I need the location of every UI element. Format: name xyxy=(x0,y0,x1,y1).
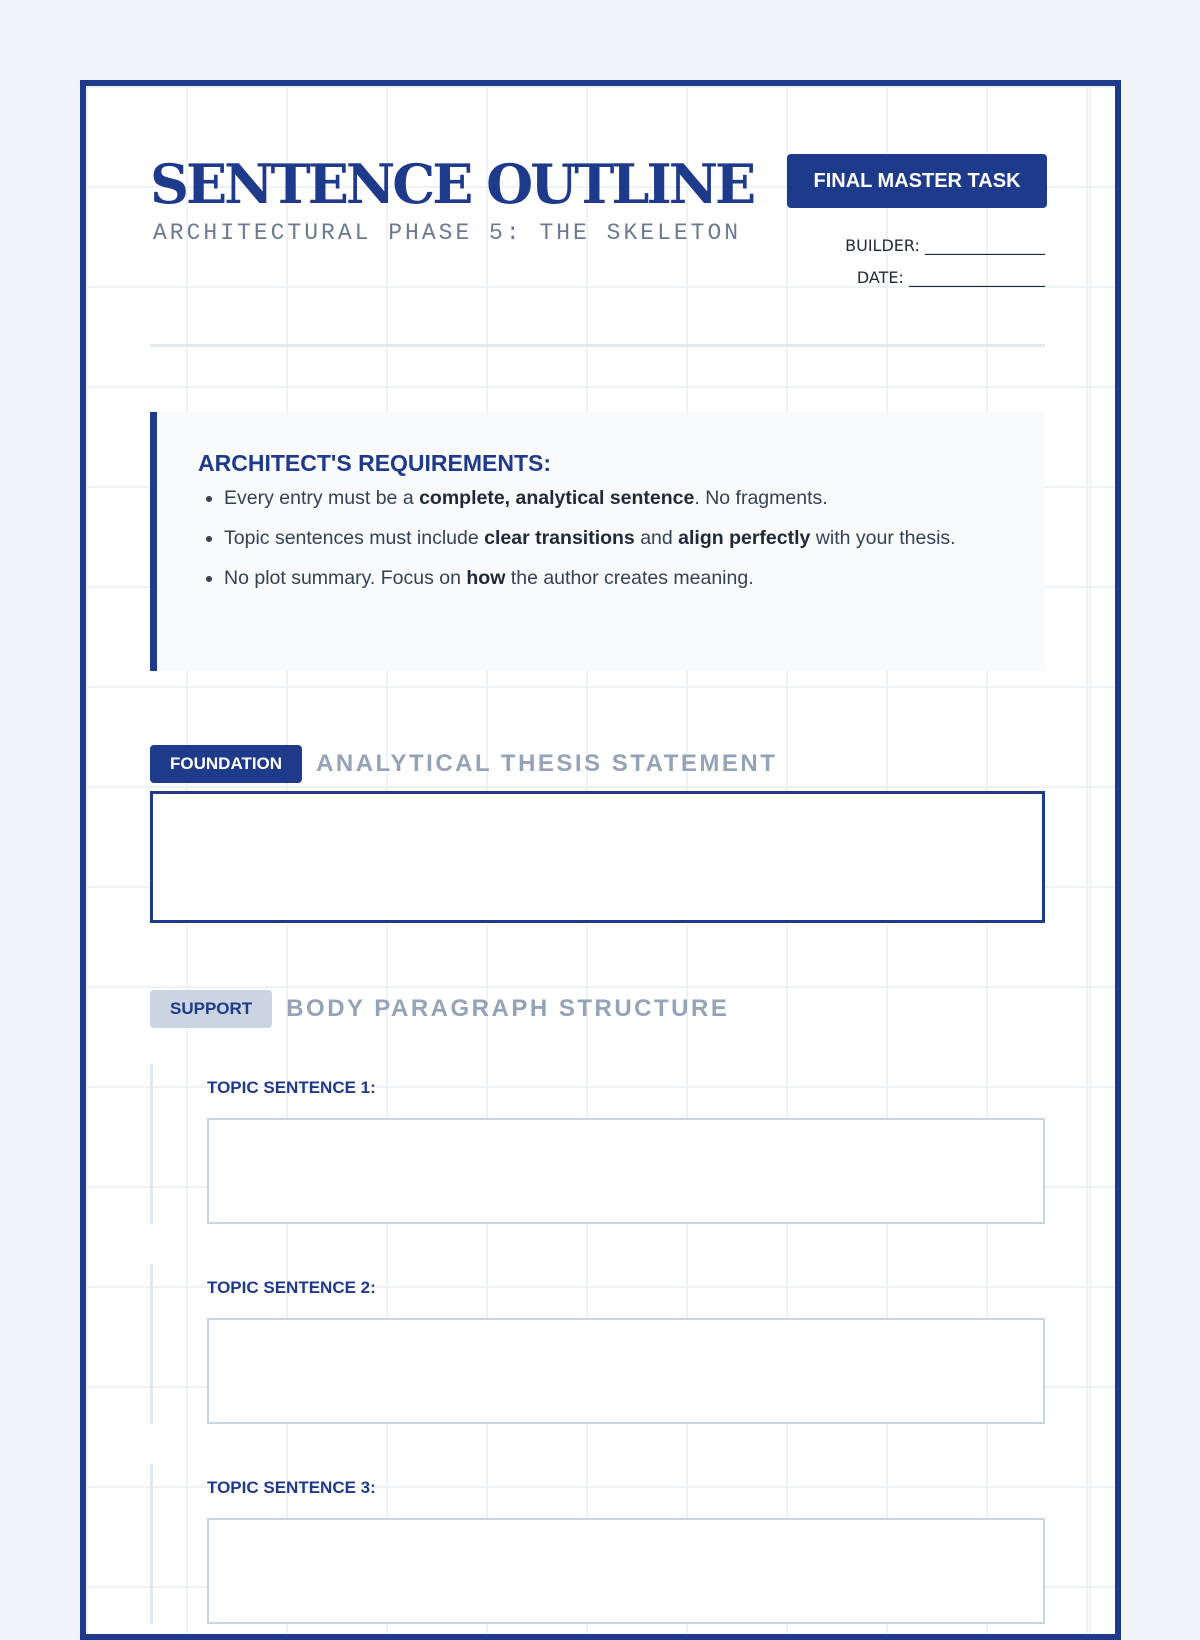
requirements-title: ARCHITECT'S REQUIREMENTS: xyxy=(198,450,552,476)
requirement-item xyxy=(224,565,965,591)
topic-sentence-label: TOPIC SENTENCE 2: xyxy=(207,1278,376,1297)
header-divider xyxy=(150,344,1045,347)
support-tag: SUPPORT xyxy=(150,990,272,1028)
support-title: BODY PARAGRAPH STRUCTURE xyxy=(286,995,730,1022)
requirement-text: No plot summary. Focus on xyxy=(224,567,467,589)
topic-sentence-1-input[interactable] xyxy=(207,1118,1045,1224)
requirement-emphasis: align perfectly xyxy=(678,527,811,549)
requirement-text: Topic sentences must include xyxy=(224,527,485,549)
requirement-item xyxy=(224,485,965,511)
final-master-task-badge: FINAL MASTER TASK xyxy=(787,154,1047,208)
foundation-title: ANALYTICAL THESIS STATEMENT xyxy=(316,750,778,777)
topic-sentence-label: TOPIC SENTENCE 3: xyxy=(207,1478,376,1497)
requirement-text: with your thesis. xyxy=(810,527,956,549)
requirements-panel xyxy=(150,412,1045,671)
date-field[interactable]: DATE: _________________ xyxy=(856,268,1045,287)
foundation-tag: FOUNDATION xyxy=(150,745,302,783)
requirement-text: Every entry must be a xyxy=(224,487,420,509)
topic-sentence-label: TOPIC SENTENCE 1: xyxy=(207,1078,376,1097)
support-section-header xyxy=(150,990,729,1028)
requirement-item xyxy=(224,525,965,551)
requirement-text: . No fragments. xyxy=(694,487,828,509)
topic-sentence-2-input[interactable] xyxy=(207,1318,1045,1424)
requirement-emphasis: complete, analytical sentence xyxy=(419,487,695,509)
page-title: SENTENCE OUTLINE xyxy=(150,152,754,216)
page-subtitle: ARCHITECTURAL PHASE 5: THE SKELETON xyxy=(153,220,742,246)
topic-indent-bar xyxy=(150,1464,153,1624)
builder-field[interactable]: BUILDER: _______________ xyxy=(845,236,1045,255)
thesis-statement-input[interactable] xyxy=(150,791,1045,923)
foundation-section-header xyxy=(150,745,777,783)
topic-indent-bar xyxy=(150,1264,153,1424)
requirement-text: and xyxy=(634,527,679,549)
requirement-text: the author creates meaning. xyxy=(505,567,754,589)
topic-sentence-3-input[interactable] xyxy=(207,1518,1045,1624)
requirement-emphasis: clear transitions xyxy=(484,527,635,549)
requirement-emphasis: how xyxy=(466,567,506,589)
requirements-list xyxy=(198,485,965,591)
topic-indent-bar xyxy=(150,1064,153,1224)
worksheet-page xyxy=(80,80,1121,1640)
